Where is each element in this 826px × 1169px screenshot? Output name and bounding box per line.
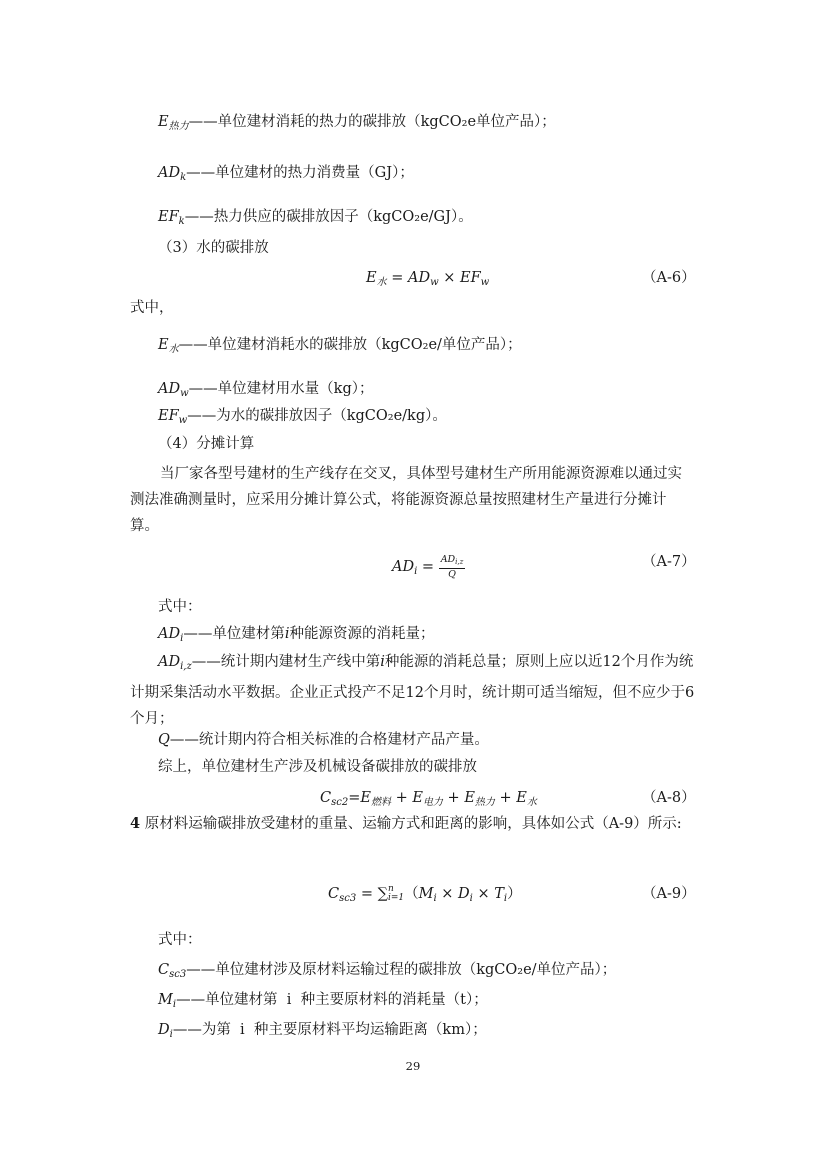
definition-ad-w xyxy=(158,379,374,404)
definition-ad-i: $AD_i——$单位建材第i种能源资源的消耗量； xyxy=(158,626,435,644)
definition-text: ——单位建材的热力消费量（GJ）； xyxy=(186,165,414,181)
equation-number-a9: （A-9） xyxy=(642,886,696,902)
shizhong-label: 式中： xyxy=(158,932,202,948)
paragraph-transport: 4 原材料运输碳排放受建材的重量、运输方式和距离的影响，具体如公式（A-9）所示: xyxy=(130,815,682,832)
definition-c-sc3: $C_{sc3}——$单位建材涉及原材料运输过程的碳排放（kgCO₂e/单位产品）； xyxy=(158,962,617,980)
symbol-subscript: k xyxy=(180,172,187,183)
definition-ef-k xyxy=(158,207,473,232)
shizhong-label: 式中： xyxy=(158,599,202,615)
page-number: 29 xyxy=(405,1059,421,1073)
definition-ad-k xyxy=(158,163,414,188)
definition-e-water xyxy=(158,335,522,360)
summary-line: 综上，单位建材生产涉及机械设备碳排放的碳排放 xyxy=(158,759,477,775)
equation-a8: $C_{sc2}=E_{燃料} + E_{电力} + E_{热力} + E_水$ xyxy=(320,790,537,808)
symbol: E xyxy=(158,337,169,353)
definition-text: ——单位建材消耗的热力的碳排放（kgCO₂e单位产品）； xyxy=(188,114,556,130)
paragraph-allocation: 当厂家各型号建材的生产线存在交叉，具体型号建材生产所用能源资源难以通过实测法准确测量时，应采用分摊计算公式，将能源资源总量按照建材生产量进行分摊计算。 xyxy=(130,466,682,534)
definition-q: Q——统计期内符合相关标准的合格建材产品产量。 xyxy=(158,732,489,748)
definition-text: ——热力供应的碳排放因子（kgCO₂e/GJ）。 xyxy=(184,209,473,225)
definition-d-i: $D_i——$为第 i 种主要原材料平均运输距离（km）； xyxy=(158,1022,487,1040)
symbol: EF xyxy=(158,408,179,424)
definition-m-i: $M_i——$单位建材第 i 种主要原材料的消耗量（t）； xyxy=(158,992,488,1010)
symbol-subscript: 热力 xyxy=(168,121,189,132)
symbol-subscript: 水 xyxy=(168,344,179,355)
equation-number-a6: （A-6） xyxy=(642,270,696,286)
equation-a7: $AD_i$ = $\frac{AD_{i,z}}{Q}$ xyxy=(392,554,464,580)
shizhong-label: 式中， xyxy=(130,300,174,316)
symbol-subscript: w xyxy=(180,388,189,399)
symbol: AD xyxy=(158,381,181,397)
definition-text: ——单位建材用水量（kg）； xyxy=(188,381,374,397)
section-heading-allocation: （4）分摊计算 xyxy=(158,436,255,452)
definition-ad-iz: $AD_{i,z}——$统计期内建材生产线中第i种能源的消耗总量；原则上应以近12个月作为统计期采集活动水平数据。企业正式投产不足12个月时，统计期可适当缩短，但不应少于6个月； xyxy=(130,654,695,727)
equation-a6: $E_水 = AD_w \times EF_w$ xyxy=(366,270,490,288)
symbol: E xyxy=(158,114,169,130)
equation-number-a8: （A-8） xyxy=(642,790,696,806)
definition-text: ——单位建材消耗水的碳排放（kgCO₂e/单位产品）； xyxy=(178,337,522,353)
equation-number-a7: （A-7） xyxy=(642,554,696,570)
definition-text: ——为水的碳排放因子（kgCO₂e/kg）。 xyxy=(187,408,447,424)
definition-e-heat xyxy=(158,112,556,137)
symbol-subscript: w xyxy=(178,415,188,426)
symbol: AD xyxy=(158,165,181,181)
definition-ef-w xyxy=(158,406,447,431)
fraction: $\frac{AD_{i,z}}{Q}$ xyxy=(440,554,464,580)
equation-a9: $C_{sc3}$ = ∑ n i=1 $(M_i \times D_i \times T_i)$ xyxy=(328,884,522,904)
section-heading-water: （3）水的碳排放 xyxy=(158,240,269,256)
symbol-subscript: k xyxy=(178,216,185,227)
symbol: EF xyxy=(158,209,179,225)
